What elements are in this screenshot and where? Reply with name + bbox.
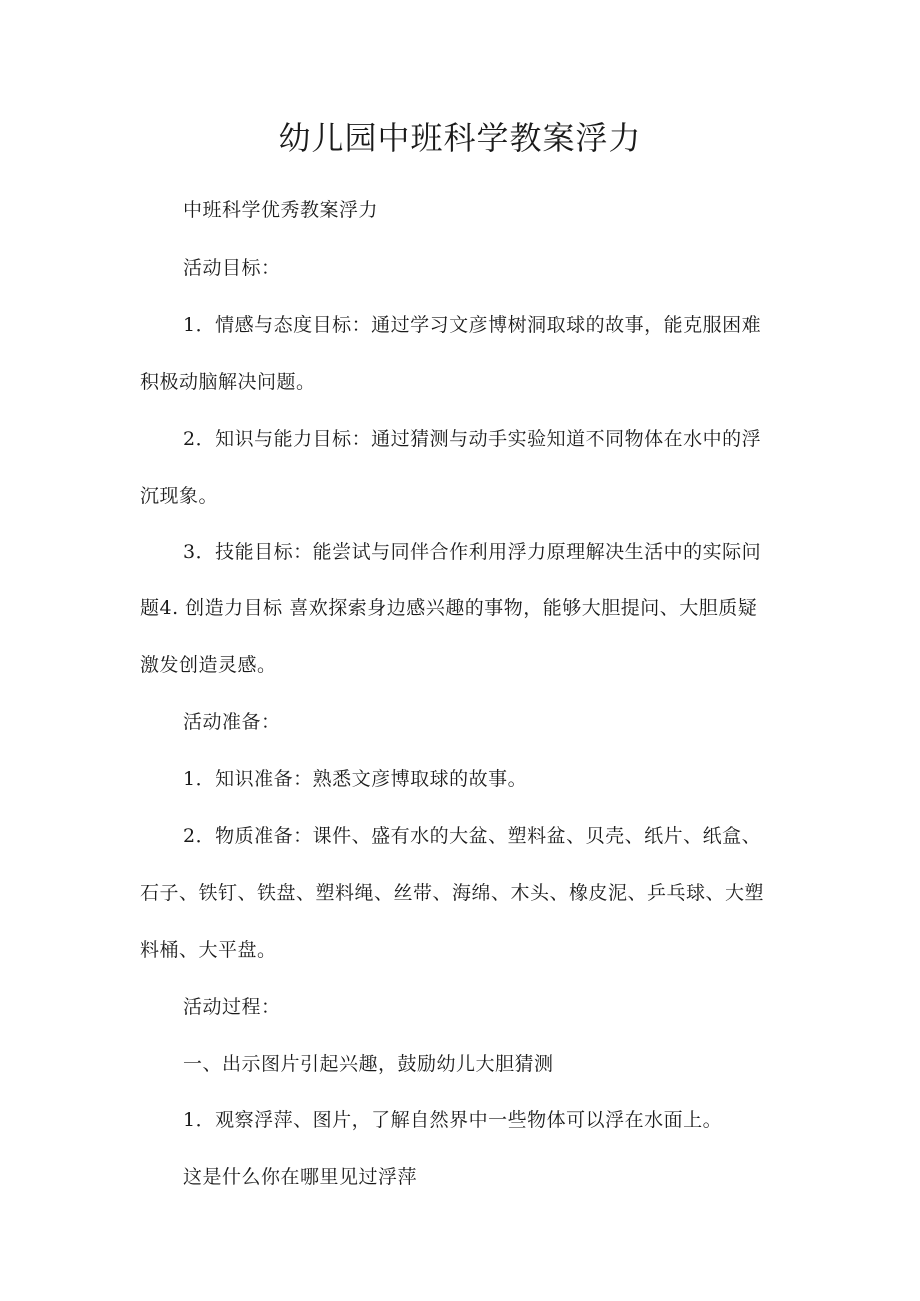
process-step-1-item-1: 1．观察浮萍、图片，了解自然界中一些物体可以浮在水面上。: [183, 1109, 723, 1131]
preparation-2-line-3: 料桶、大平盘。: [140, 939, 277, 961]
goal-2-line-1: 2．知识与能力目标：通过猜测与动手实验知道不同物体在水中的浮: [183, 428, 762, 450]
process-step-1-question: 这是什么你在哪里见过浮萍: [183, 1166, 418, 1188]
goal-1-line-1: 1．情感与态度目标：通过学习文彦博树洞取球的故事，能克服困难: [183, 314, 762, 336]
section-heading-goals: 活动目标：: [183, 257, 281, 279]
document-title: 幼儿园中班科学教案浮力: [278, 119, 642, 157]
section-heading-preparation: 活动准备：: [183, 711, 281, 733]
process-step-1-heading: 一、出示图片引起兴趣，鼓励幼儿大胆猜测: [183, 1053, 554, 1075]
goal-4-line: 激发创造灵感。: [140, 654, 277, 676]
subtitle-line: 中班科学优秀教案浮力: [183, 199, 379, 221]
preparation-1-line: 1．知识准备：熟悉文彦博取球的故事。: [183, 768, 528, 790]
section-heading-process: 活动过程：: [183, 996, 281, 1018]
goal-2-line-2: 沉现象。: [140, 485, 219, 507]
goal-3-line-1: 3．技能目标：能尝试与同伴合作利用浮力原理解决生活中的实际问: [183, 541, 762, 563]
preparation-2-line-1: 2．物质准备：课件、盛有水的大盆、塑料盆、贝壳、纸片、纸盒、: [183, 825, 762, 847]
goal-1-line-2: 积极动脑解决问题。: [140, 371, 316, 393]
goal-3-line-2: 题4. 创造力目标 喜欢探索身边感兴趣的事物，能够大胆提问、大胆质疑: [140, 597, 758, 619]
preparation-2-line-2: 石子、铁钉、铁盘、塑料绳、丝带、海绵、木头、橡皮泥、乒乓球、大塑: [140, 882, 765, 904]
